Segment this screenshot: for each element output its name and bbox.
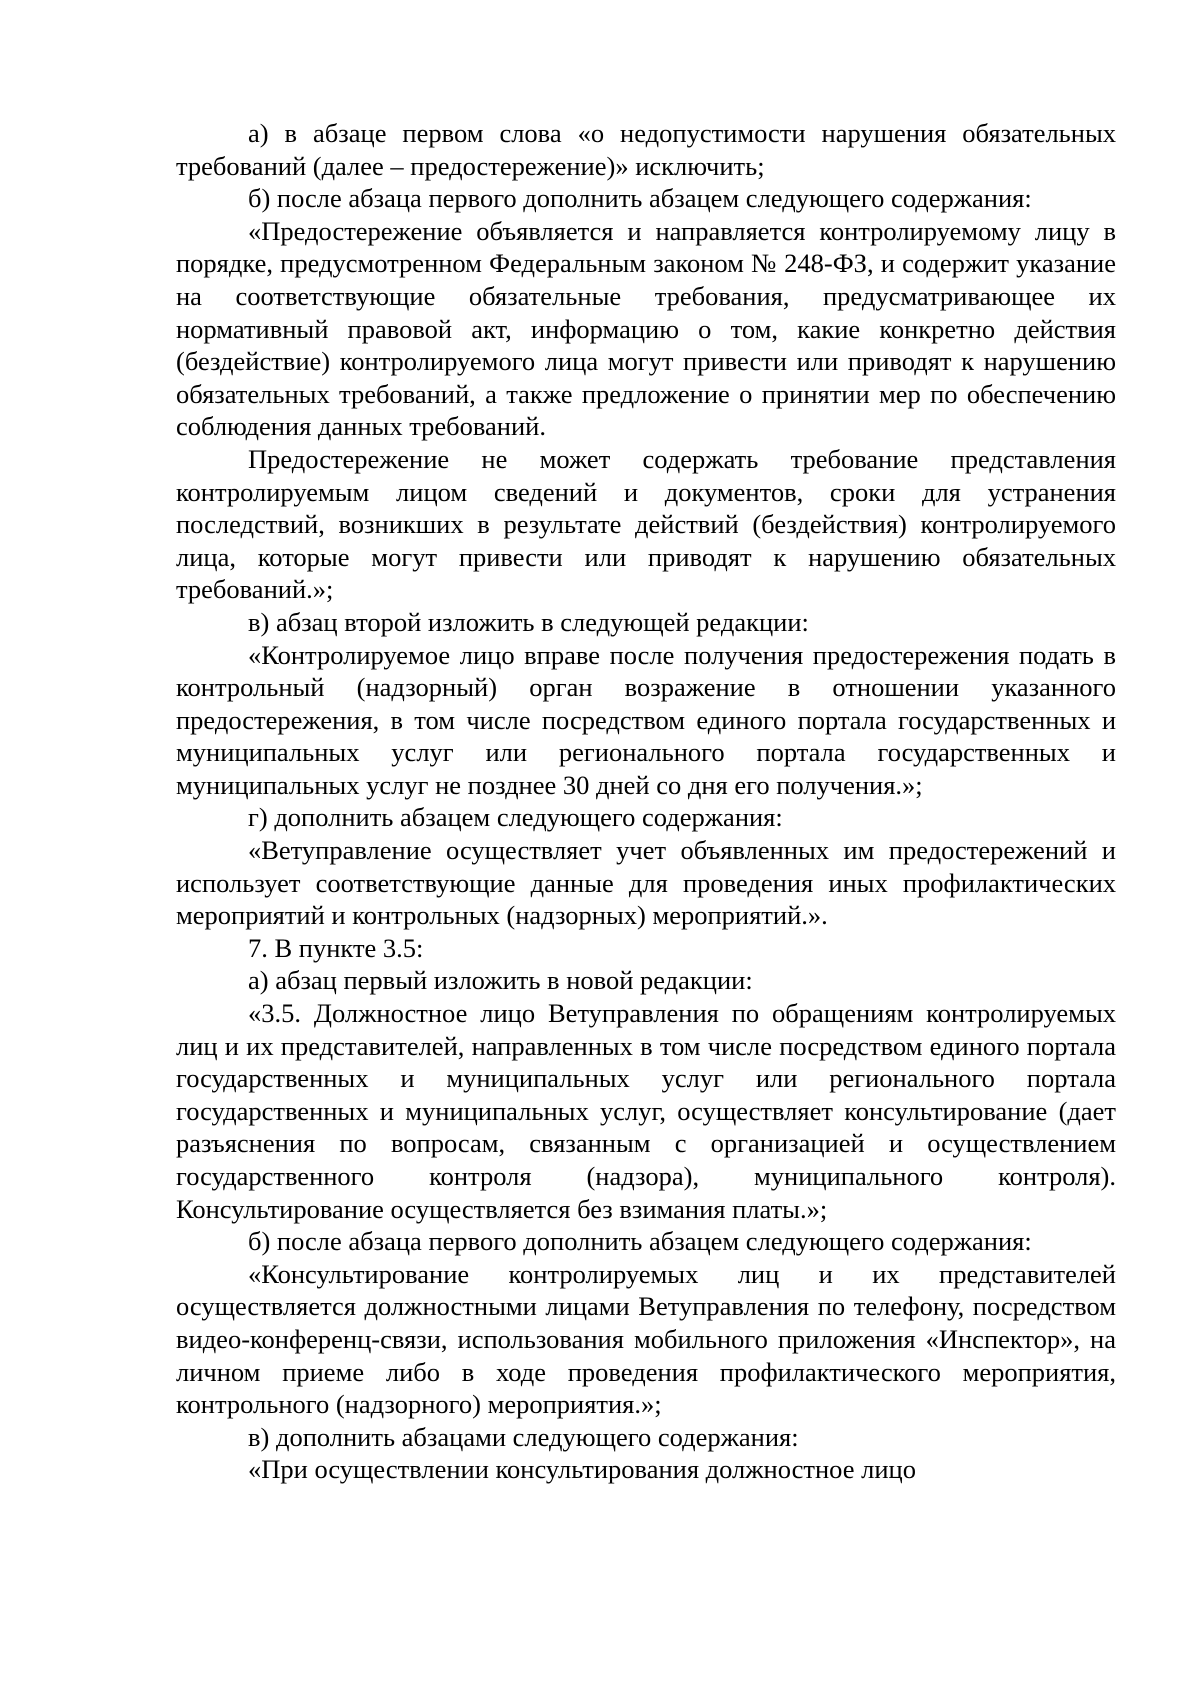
paragraph: 7. В пункте 3.5: xyxy=(248,932,424,963)
paragraph: «Контролируемое лицо вправе после получения предостережения подать в контрольный (надзорный) орган возражение в отношении указанного предостережения, в том числе посредством единого портала государственных и муниципальных услуг или регионального портала государственных и муниципальных услуг не позднее 30 дней со дня его получения.»; xyxy=(176,639,1116,800)
paragraph: «Предостережение объявляется и направляется контролируемому лицу в порядке, предусмотренном Федеральным законом № 248-ФЗ, и содержит указание на соответствующие обязательные требования, предусматривающее их нормативный правовой акт, информацию о том, какие конкретно действия (бездействие) контролируемого лица могут привести или приводят к нарушению обязательных требований, а также предложение о принятии мер по обеспечению соблюдения данных требований. xyxy=(176,215,1116,442)
paragraph: а) абзац первый изложить в новой редакции: xyxy=(248,965,753,996)
paragraph: в) дополнить абзацами следующего содержания: xyxy=(248,1421,799,1452)
paragraph: б) после абзаца первого дополнить абзацем следующего содержания: xyxy=(248,183,1032,214)
paragraph: в) абзац второй изложить в следующей редакции: xyxy=(248,606,809,637)
paragraph: «Ветуправление осуществляет учет объявленных им предостережений и использует соответствующие данные для проведения иных профилактических мероприятий и контрольных (надзорных) мероприятий.». xyxy=(176,835,1116,931)
document-body xyxy=(176,117,1116,1486)
paragraph: б) после абзаца первого дополнить абзацем следующего содержания: xyxy=(248,1226,1032,1257)
paragraph: «При осуществлении консультирования должностное лицо xyxy=(248,1454,916,1485)
paragraph: а) в абзаце первом слова «о недопустимости нарушения обязательных требований (далее – предостережение)» исключить; xyxy=(176,118,1116,181)
paragraph: г) дополнить абзацем следующего содержания: xyxy=(248,802,783,833)
paragraph: «Консультирование контролируемых лиц и их представителей осуществляется должностными лицами Ветуправления по телефону, посредством видео-конференц-связи, использования мобильного приложения «Инспектор», на личном приеме либо в ходе проведения профилактического мероприятия, контрольного (надзорного) мероприятия.»; xyxy=(176,1258,1116,1420)
paragraph: Предостережение не может содержать требование представления контролируемым лицом сведений и документов, сроки для устранения последствий, возникших в результате действий (бездействия) контролируемого лица, которые могут привести или приводят к нарушению обязательных требований.»; xyxy=(176,443,1116,605)
paragraph: «3.5. Должностное лицо Ветуправления по обращениям контролируемых лиц и их представителей, направленных в том числе посредством единого портала государственных и муниципальных услуг или регионального портала государственных и муниципальных услуг, осуществляет консультирование (дает разъяснения по вопросам, связанным с организацией и осуществлением государственного контроля (надзора), муниципального контроля). Консультирование осуществляется без взимания платы.»; xyxy=(176,998,1116,1224)
